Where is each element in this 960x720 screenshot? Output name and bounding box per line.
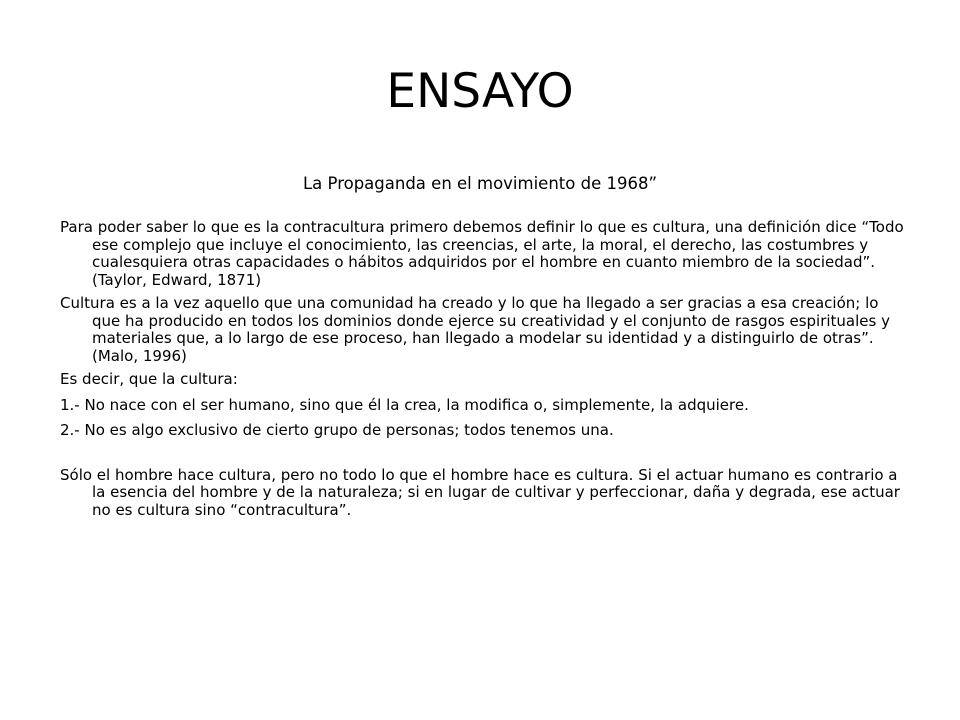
spacer — [60, 448, 908, 467]
paragraph-culture-definition: Para poder saber lo que es la contracultura primero debemos definir lo que es cultura, una definición dice “Todo ese complejo que incluye el conocimiento, las creencias, el arte, la moral, el derecho, las costumbres y cualesquiera otras capacidades o hábitos adquiridos por el hombre en cuanto miembro de la sociedad”. (Taylor, Edward, 1871) — [60, 218, 904, 289]
list-item-2: 2.- No es algo exclusivo de cierto grupo de personas; todos tenemos una. — [60, 421, 614, 439]
paragraph-contracultura: Sólo el hombre hace cultura, pero no todo lo que el hombre hace es cultura. Si el actuar humano es contrario a la esencia del hombre y de la naturaleza; si en lugar de cultivar y perfeccionar, daña y degrada, ese actuar no es cultura sino “contracultura”. — [60, 465, 900, 519]
slide-title: ENSAYO — [386, 64, 574, 119]
essay-body — [60, 219, 908, 525]
paragraph-es-decir: Es decir, que la cultura: — [60, 370, 238, 388]
paragraph-culture-community: Cultura es a la vez aquello que una comunidad ha creado y lo que ha llegado a ser gracias a esa creación; lo que ha producido en todos los dominios donde ejerce su creatividad y el conjunto de rasgos espirituales y materiales que, a lo largo de ese proceso, han llegado a modelar su identidad y a distinguirlo de otras”. (Malo, 1996) — [60, 294, 890, 365]
essay-subtitle: La Propaganda en el movimiento de 1968” — [302, 174, 658, 193]
list-item-1: 1.- No nace con el ser humano, sino que él la crea, la modifica o, simplemente, la adquiere. — [60, 395, 749, 414]
